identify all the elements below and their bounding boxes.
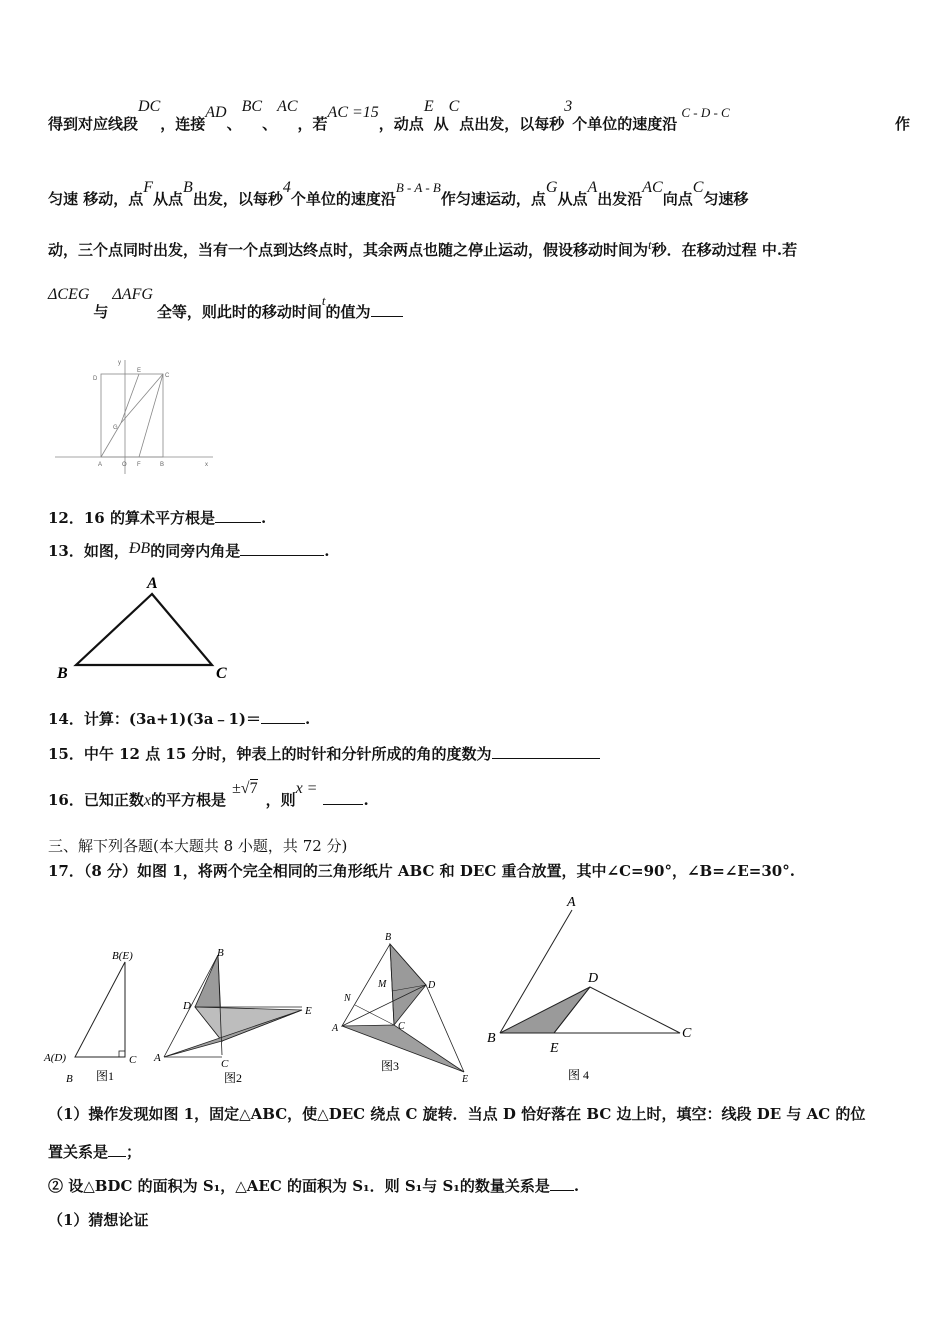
segment-FC (139, 374, 163, 457)
q17-part-2 (48, 1176, 910, 1196)
caption-fig3: 图3 (381, 1059, 400, 1073)
q16 (48, 780, 910, 811)
math: AC (277, 98, 298, 115)
text: 15．中午 12 点 15 分时，钟表上的时针和分针所成的角的度数为 (48, 745, 492, 763)
text: ，则 (265, 791, 296, 809)
q17-intro (48, 861, 910, 881)
text: . (573, 1177, 580, 1195)
math: AC =15 (327, 104, 379, 121)
label-D: D (588, 971, 599, 986)
label-C: C (682, 1026, 692, 1041)
answer-blank (371, 302, 403, 317)
label-A: A (147, 575, 158, 592)
label-D: D (93, 376, 98, 382)
math: t (648, 237, 652, 252)
caption-fig4: 图 4 (568, 1068, 590, 1082)
label-E: E (550, 1041, 559, 1056)
text: . (324, 542, 330, 560)
text: 从 (433, 115, 449, 133)
shaded-triangle-DEC (195, 1007, 302, 1041)
radical-sign: √ (240, 780, 250, 797)
label-D: D (183, 1000, 191, 1012)
plus-minus: ± (232, 780, 241, 797)
q12 (48, 508, 910, 528)
text: ，若 (297, 115, 328, 133)
math: F (143, 179, 154, 196)
text: 、 (226, 115, 242, 133)
label-A: A (567, 895, 576, 910)
math: G (545, 179, 558, 196)
label-A: A (154, 1052, 161, 1064)
q11-figure (55, 352, 225, 477)
segment-AG (101, 423, 121, 457)
label-E: E (305, 1005, 312, 1017)
answer-blank (108, 1142, 126, 1157)
text: 个单位的速度沿 (290, 190, 396, 208)
text: 匀速 移动，点 (48, 190, 144, 208)
label-C: C (129, 1054, 137, 1066)
text: 的平方根是 (150, 791, 226, 809)
math: B - A - B (395, 180, 441, 195)
label-C: C (216, 665, 227, 682)
text: （1）猜想论证 (48, 1211, 149, 1229)
segment-GC (121, 374, 163, 423)
q17-part-3 (48, 1210, 910, 1230)
text: 动，三个点同时出发，当有一个点到达终点时，其余两点也随之停止运动，假设移动时间为 (48, 241, 649, 259)
text: 匀速移 (703, 190, 749, 208)
label-C: C (221, 1058, 229, 1070)
text: 出发沿 (597, 190, 643, 208)
q15 (48, 744, 910, 764)
section-title: 三、解下列各题(本大题共 8 小题，共 72 分) (48, 837, 348, 855)
q11-line-3 (48, 237, 910, 261)
text: 16．已知正数 (48, 791, 144, 809)
math: C - D - C (681, 105, 730, 120)
math: ΔAFG (112, 286, 153, 303)
label-B-bottom: B (66, 1073, 73, 1085)
caption-fig2: 图2 (224, 1071, 243, 1085)
shaded-triangle-AEC (342, 1025, 464, 1072)
text: ② 设△BDC 的面积为 S₁，△AEC 的面积为 S₁．则 S₁与 S₁的数量关系是 (48, 1177, 550, 1195)
triangle-1 (75, 962, 125, 1057)
label-N: N (344, 993, 351, 1004)
text: 14．计算：(3a+1)(3a﹣1)＝ (48, 710, 262, 728)
text: 得到对应线段 (48, 115, 139, 133)
label-y: y (118, 360, 121, 366)
math: BC (241, 98, 263, 115)
rectangle-ABCD (101, 374, 163, 457)
label-E: E (137, 368, 142, 374)
text: 个单位的速度沿 (572, 115, 678, 133)
label-x: x (205, 462, 208, 468)
label-F: F (137, 462, 141, 468)
figure-4 (487, 895, 692, 1082)
text: 点出发，以每秒 (459, 115, 565, 133)
shaded-triangle-BDC (390, 944, 426, 1025)
label-BE: B(E) (112, 950, 133, 962)
answer-blank (240, 541, 324, 556)
label-B: B (217, 947, 224, 959)
text: 17．（8 分）如图 1，将两个完全相同的三角形纸片 ABC 和 DEC 重合放置，其中∠C=90°，∠B=∠E=30°. (48, 862, 795, 880)
math: AC (642, 179, 663, 196)
figure-1 (43, 950, 137, 1085)
q13 (48, 541, 910, 562)
answer-blank (215, 508, 261, 523)
section-3-title (48, 836, 910, 856)
label-O: O (122, 462, 127, 468)
label-G: G (113, 425, 118, 431)
answer-blank (323, 790, 363, 805)
math: A (587, 179, 598, 196)
segment-GE (121, 374, 139, 423)
answer-blank (550, 1176, 574, 1191)
math: x = (295, 780, 318, 797)
q13-triangle-figure (50, 572, 240, 687)
text: ； (126, 1143, 142, 1161)
figure-2 (153, 947, 312, 1085)
text: （1）操作发现如图 1，固定△ABC，使△DEC 绕点 C 旋转．当点 D 恰好落在 BC 边上时，填空：线段 DE 与 AC 的位 (48, 1105, 866, 1123)
triangle-ABC (76, 594, 212, 665)
text: 13．如图， (48, 542, 129, 560)
q11-line-4 (48, 286, 910, 323)
label-A: A (98, 462, 103, 468)
text: 全等，则此时的移动时间 (156, 303, 322, 321)
label-E: E (462, 1074, 469, 1085)
text: 、 (262, 115, 278, 133)
q17-part-1b (48, 1142, 910, 1162)
figure-3 (331, 932, 468, 1085)
answer-blank (261, 709, 305, 724)
label-A: A (332, 1023, 339, 1034)
math: ÐB (128, 540, 151, 557)
math: B (183, 179, 193, 196)
math: DC (138, 98, 161, 115)
math: E (423, 98, 434, 115)
answer-blank (492, 744, 600, 759)
label-AD: A(D) (44, 1052, 66, 1064)
label-C: C (398, 1021, 405, 1032)
q11-line-2 (48, 179, 910, 210)
math: ΔCEG (48, 286, 90, 303)
q14 (48, 709, 910, 729)
label-B: B (385, 932, 392, 943)
text: 从点 (153, 190, 184, 208)
math: t (321, 293, 326, 308)
right-angle-mark (119, 1051, 125, 1057)
text: . (305, 710, 311, 728)
plus-minus-sqrt (232, 780, 258, 797)
text: 作匀速运动，点 (440, 190, 546, 208)
text: 12．16 的算术平方根是 (48, 509, 215, 527)
text: ，动点 (378, 115, 424, 133)
math: 4 (282, 179, 291, 196)
label-B: B (57, 665, 68, 682)
math: AD (205, 104, 227, 121)
radicand: 7 (249, 780, 258, 797)
q17-figures (40, 890, 720, 1090)
math: C (448, 98, 460, 115)
math: x (143, 792, 151, 809)
label-M: M (378, 979, 387, 990)
label-B: B (487, 1031, 496, 1046)
text: ，连接 (160, 115, 206, 133)
math: C (692, 179, 704, 196)
text: 秒．在移动过程 中.若 (651, 241, 798, 259)
text: 的同旁内角是 (150, 542, 241, 560)
q17-part-1a (48, 1104, 910, 1124)
label-B: B (160, 462, 165, 468)
text: 的值为 (325, 303, 371, 321)
text: 出发，以每秒 (192, 190, 283, 208)
triangle-EDC (554, 987, 680, 1033)
text: . (260, 509, 267, 527)
q11-line-1 (48, 98, 910, 135)
math: 3 (564, 98, 573, 115)
label-C: C (165, 373, 170, 379)
caption-fig1: 图1 (96, 1069, 115, 1083)
text: 向点 (662, 190, 693, 208)
text: 作 (894, 115, 910, 133)
label-D: D (428, 980, 436, 991)
text: 置关系是 (48, 1143, 109, 1161)
text: 与 (93, 303, 109, 321)
text: 从点 (557, 190, 588, 208)
text: . (363, 791, 369, 809)
segment-NC (355, 1005, 394, 1025)
